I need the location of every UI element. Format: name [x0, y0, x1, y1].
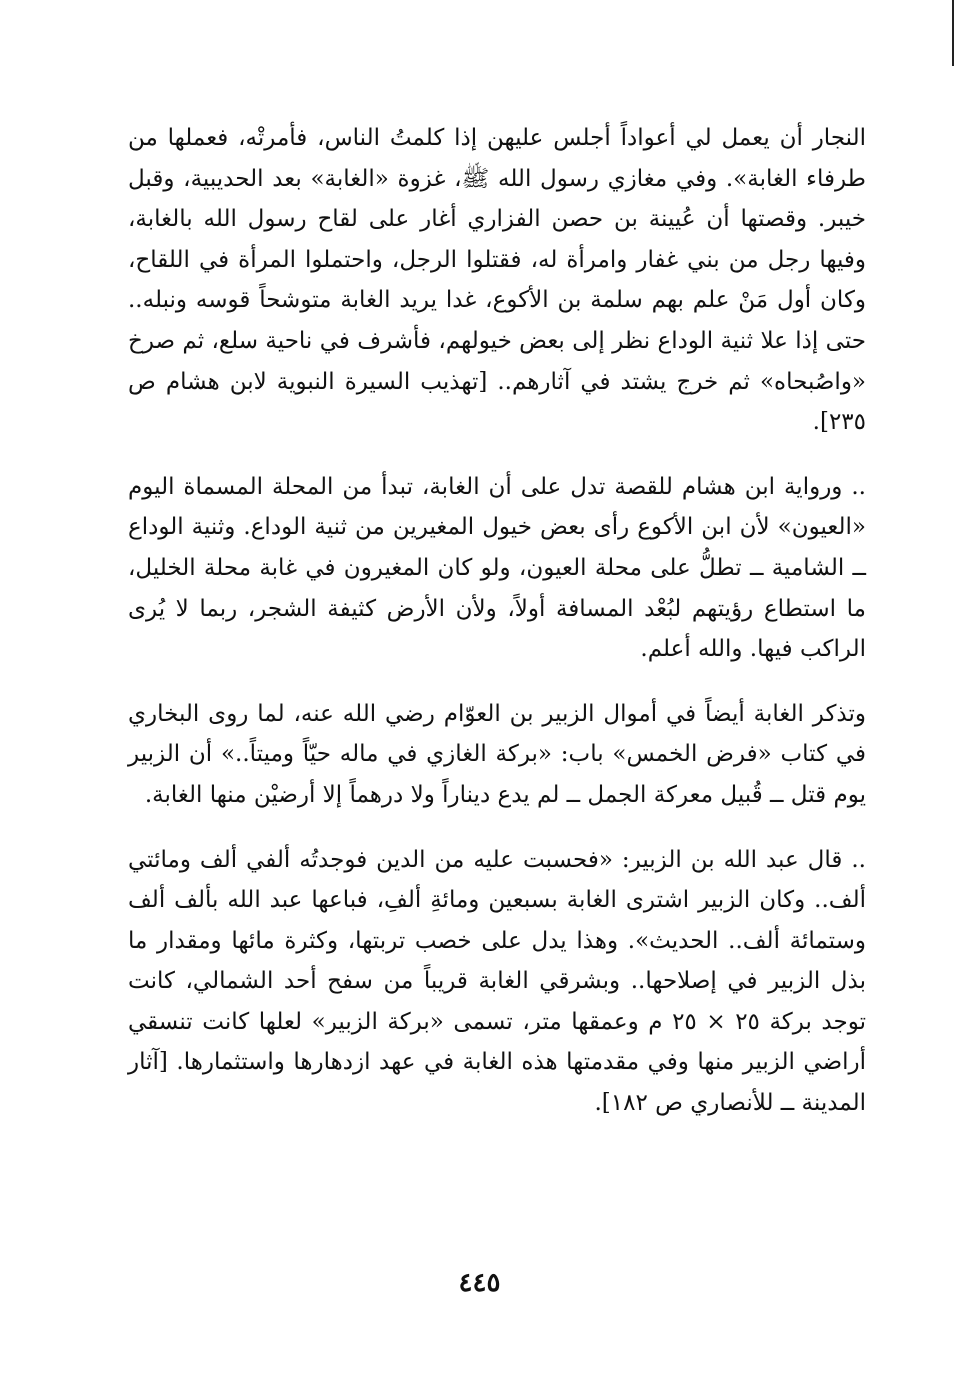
- page-number: ٤٤٥: [458, 1268, 501, 1298]
- paragraph-2: .. ورواية ابن هشام للقصة تدل على أن الغابة، تبدأ من المحلة المسماة اليوم «العيون» لأن ابن الأكوع رأى بعض خيول المغيرين من ثنية الوداع. وثنية الوداع ــ الشامية ــ تطلُّ على محلة العيون، ولو كان المغيرون في غابة محلة الخليل، ما استطاع رؤيتهم لبُعْد المسافة أولاً، ولأن الأرض كثيفة الشجر، ربما لا يُرى الراكب فيها. والله أعلم.: [128, 473, 866, 663]
- paragraph-1: النجار أن يعمل لي أعواداً أجلس عليهن إذا كلمتُ الناس، فأمرتْه، فعملها من طرفاء الغابة». وفي مغازي رسول الله ﷺ، غزوة «الغابة» بعد الحديبية، وقبل خيبر. وقصتها أن عُيينة بن حصن الفزاري أغار على لقاح رسول الله بالغابة، وفيها رجل من بني غفار وامرأة له، فقتلوا الرجل، واحتملوا المرأة في اللقاح، وكان أول مَنْ علم بهم سلمة بن الأكوع، غدا يريد الغابة متوشحاً قوسه ونبله.. حتى إذا علا ثنية الوداع نظر إلى بعض خيولهم، فأشرف في ناحية سلع، ثم صرخ «واصُبحاه» ثم خرج يشتد في آثارهم.. [تهذيب السيرة النبوية لابن هشام ص ٢٣٥].: [128, 125, 866, 436]
- page-edge-mark: [952, 0, 954, 66]
- paragraph-3: وتذكر الغابة أيضاً في أموال الزبير بن العوّام رضي الله عنه، لما روى البخاري في كتاب «فرض الخمس» باب: «بركة الغازي في ماله حيّاً وميتاً..» أن الزبير يوم قتل ــ قُبيل معركة الجمل ــ لم يدع ديناراً ولا درهماً إلا أرضيْن منها الغابة.: [128, 700, 866, 808]
- paragraph-4: .. قال عبد الله بن الزبير: «فحسبت عليه من الدين فوجدتُه ألفي ألف ومائتي ألف.. وكان الزبير اشترى الغابة بسبعين ومائةِ ألفِ، فباعها عبد الله بألف ألف وستمائة ألف.. الحديث». وهذا يدل على خصب تربتها، وكثرة مائها ومقدار ما بذل الزبير في إصلاحها.. وبشرقي الغابة قريباً من سفح أحد الشمالي، كانت توجد بركة ٢٥ × ٢٥ م وعمقها متر، تسمى «بركة الزبير» لعلها كانت تنسقي أراضي الزبير منها وفي مقدمتها هذه الغابة في عهد ازدهارها واستثمارها. [آثار المدينة ــ للأنصاري ص ١٨٢].: [128, 846, 866, 1117]
- page-body: [128, 118, 866, 1124]
